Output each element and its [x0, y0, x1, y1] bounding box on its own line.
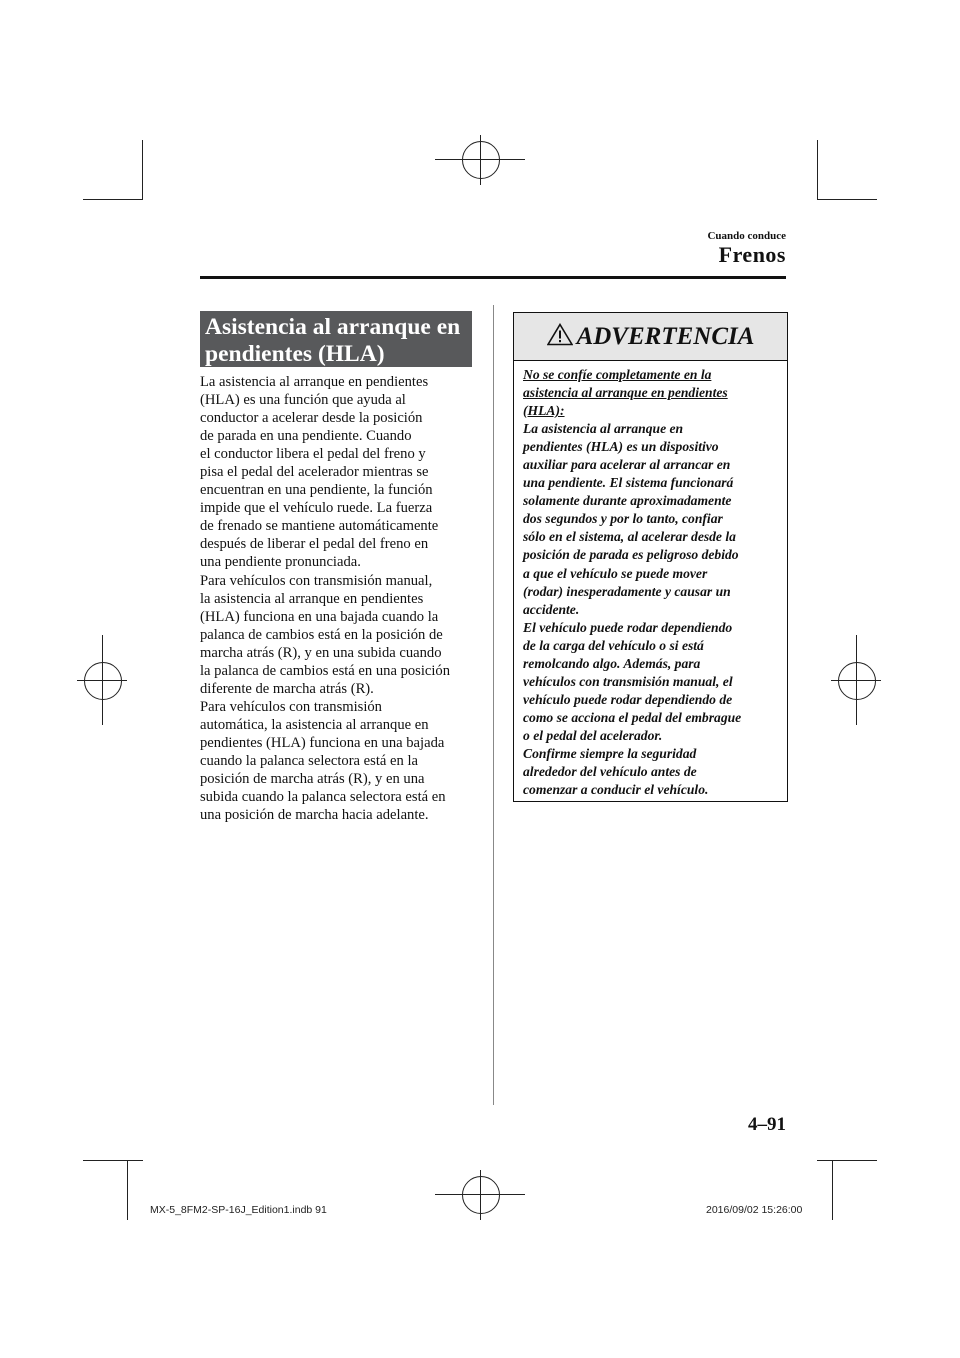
warning-body-line: como se acciona el pedal del embrague [523, 709, 742, 725]
warning-body-line: vehículo puede rodar dependiendo de [523, 691, 733, 707]
warning-body-line: de la carga del vehículo o si está [523, 637, 704, 653]
body-line: (HLA) funciona en una bajada cuando la [200, 608, 439, 625]
body-line: (HLA) es una función que ayuda al [200, 392, 406, 409]
warning-body-line: vehículos con transmisión manual, el [523, 673, 733, 689]
body-line: encuentran en una pendiente, la función [200, 482, 433, 499]
section-heading-line2: pendientes (HLA) [205, 341, 385, 367]
warning-body-line: sólo en el sistema, al acelerar desde la [523, 529, 736, 545]
body-line: palanca de cambios está en la posición de [200, 626, 443, 643]
warning-box [513, 312, 788, 802]
body-line: de parada en una pendiente. Cuando [200, 428, 412, 445]
warning-body-line: (rodar) inesperadamente y causar un [523, 583, 731, 599]
body-line: marcha atrás (R), y en una subida cuando [200, 644, 442, 661]
body-line: Para vehículos con transmisión [200, 698, 382, 715]
body-line: la palanca de cambios está en una posición [200, 662, 451, 679]
body-line: el conductor libera el pedal del freno y [200, 446, 426, 463]
section-heading-line1: Asistencia al arranque en [205, 314, 461, 340]
warning-body-line: pendientes (HLA) es un dispositivo [523, 439, 719, 455]
body-line: después de liberar el pedal del freno en [200, 536, 429, 553]
warning-body-line: El vehículo puede rodar dependiendo [523, 619, 733, 635]
footer-timestamp: 2016/09/02 15:26:00 [706, 1204, 803, 1216]
body-line: conductor a acelerar desde la posición [200, 410, 423, 427]
warning-body-line: posición de parada es peligroso debido [523, 547, 739, 563]
warning-heading-line: asistencia al arranque en pendientes [523, 385, 728, 401]
section-heading [200, 311, 472, 367]
header-rule [200, 276, 786, 279]
warning-heading-line: No se confíe completamente en la [523, 367, 712, 382]
body-line: la asistencia al arranque en pendientes [200, 590, 424, 607]
warning-body-line: La asistencia al arranque en [523, 421, 684, 437]
column-divider [493, 305, 494, 1105]
page-title: Frenos [718, 242, 786, 267]
body-line: diferente de marcha atrás (R). [200, 680, 374, 697]
page-number: 4–91 [748, 1114, 786, 1135]
body-line: pisa el pedal del acelerador mientras se [200, 464, 429, 481]
body-line: Para vehículos con transmisión manual, [200, 572, 433, 589]
warning-body-line: auxiliar para acelerar al arrancar en [523, 457, 731, 473]
warning-body-line: dos segundos y por lo tanto, confiar [523, 511, 723, 527]
body-line: impide que el vehículo ruede. La fuerza [200, 500, 433, 517]
warning-body-line: Confirme siempre la seguridad [523, 745, 697, 761]
warning-title: ADVERTENCIA [576, 322, 755, 350]
body-line: cuando la palanca selectora está en la [200, 752, 418, 769]
warning-header [514, 313, 787, 361]
warning-triangle-icon [547, 323, 573, 351]
warning-body-line: una pendiente. El sistema funcionará [523, 475, 734, 491]
body-line: una pendiente pronunciada. [200, 554, 361, 571]
warning-body-line: accidente. [523, 601, 580, 617]
body-line: una posición de marcha hacia adelante. [200, 807, 429, 824]
chapter-label: Cuando conduce [707, 230, 786, 242]
body-line: automática, la asistencia al arranque en [200, 716, 429, 733]
warning-text [523, 366, 783, 799]
warning-body-line: a que el vehículo se puede mover [523, 565, 708, 581]
warning-body-line: comenzar a conducir el vehículo. [523, 782, 709, 798]
warning-body-line: solamente durante aproximadamente [523, 493, 732, 509]
body-line: subida cuando la palanca selectora está en [200, 789, 446, 806]
warning-body-line: alrededor del vehículo antes de [523, 764, 697, 780]
warning-heading-line: (HLA): [523, 403, 565, 419]
footer-file: MX-5_8FM2-SP-16J_Edition1.indb 91 [150, 1204, 327, 1216]
body-line: posición de marcha atrás (R), y en una [200, 771, 425, 788]
warning-body-line: o el pedal del acelerador. [523, 727, 663, 743]
warning-body-line: remolcando algo. Además, para [523, 655, 701, 671]
section-body [200, 373, 478, 824]
body-line: pendientes (HLA) funciona en una bajada [200, 734, 445, 751]
body-line: La asistencia al arranque en pendientes [200, 374, 429, 390]
body-line: de frenado se mantiene automáticamente [200, 518, 439, 535]
